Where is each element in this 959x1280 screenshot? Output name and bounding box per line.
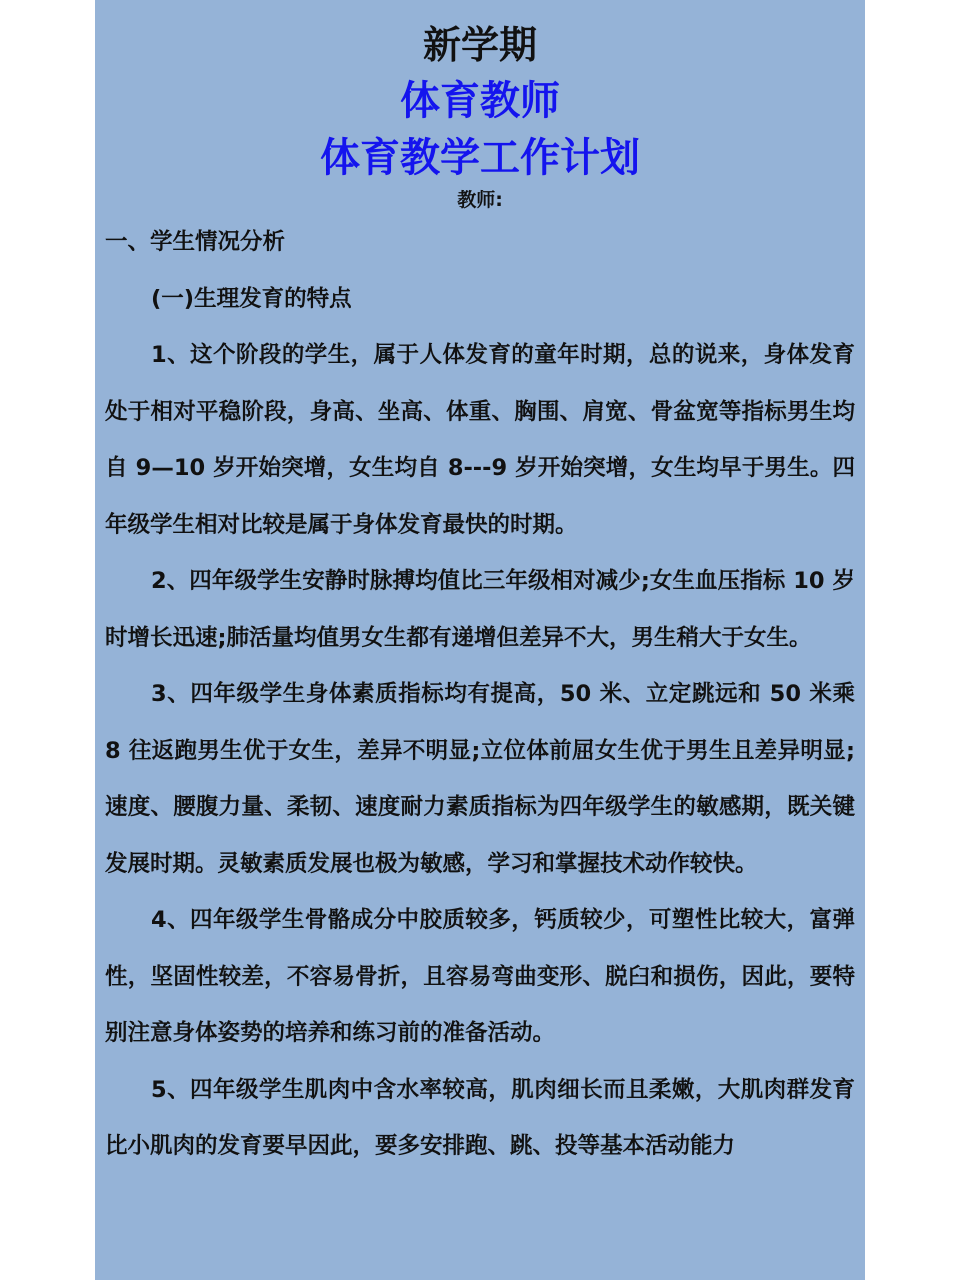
title-new-semester: 新学期 [422, 23, 537, 67]
document-page [95, 0, 865, 1280]
subsection-heading-physiology: (一)生理发育的特点 [151, 285, 352, 312]
paragraph-1: 1、这个阶段的学生，属于人体发育的童年时期，总的说来，身体发育处于相对平稳阶段，身高、坐高、体重、胸围、肩宽、骨盆宽等指标男生均自 9—10 岁开始突增，女生均自 8---9 岁开始突增，女生均早于男生。四年级学生相对比较是属于身体发育最快的时期。 [105, 342, 855, 538]
teacher-label: 教师: [457, 189, 503, 211]
paragraph-2: 2、四年级学生安静时脉搏均值比三年级相对减少;女生血压指标 10 岁时增长迅速;肺活量均值男女生都有递增但差异不大，男生稍大于女生。 [105, 568, 855, 651]
section-heading-student-analysis: 一、学生情况分析 [105, 229, 286, 255]
title-teaching-plan: 体育教学工作计划 [320, 135, 640, 181]
title-pe-teacher: 体育教师 [400, 78, 560, 124]
paragraph-4: 4、四年级学生骨骼成分中胶质较多，钙质较少，可塑性比较大，富弹性，坚固性较差，不容易骨折，且容易弯曲变形、脱臼和损伤，因此，要特别注意身体姿势的培养和练习前的准备活动。 [105, 907, 855, 1046]
document-body [105, 214, 855, 1175]
paragraph-3: 3、四年级学生身体素质指标均有提高，50 米、立定跳远和 50 米乘 8 往返跑男生优于女生，差异不明显;立位体前屈女生优于男生且差异明显;速度、腰腹力量、柔韧、速度耐力素质指标为四年级学生的敏感期，既关键发展时期。灵敏素质发展也极为敏感，学习和掌握技术动作较快。 [105, 681, 855, 877]
paragraph-5: 5、四年级学生肌肉中含水率较高，肌肉细长而且柔嫩，大肌肉群发育比小肌肉的发育要早因此，要多安排跑、跳、投等基本活动能力 [105, 1076, 855, 1159]
